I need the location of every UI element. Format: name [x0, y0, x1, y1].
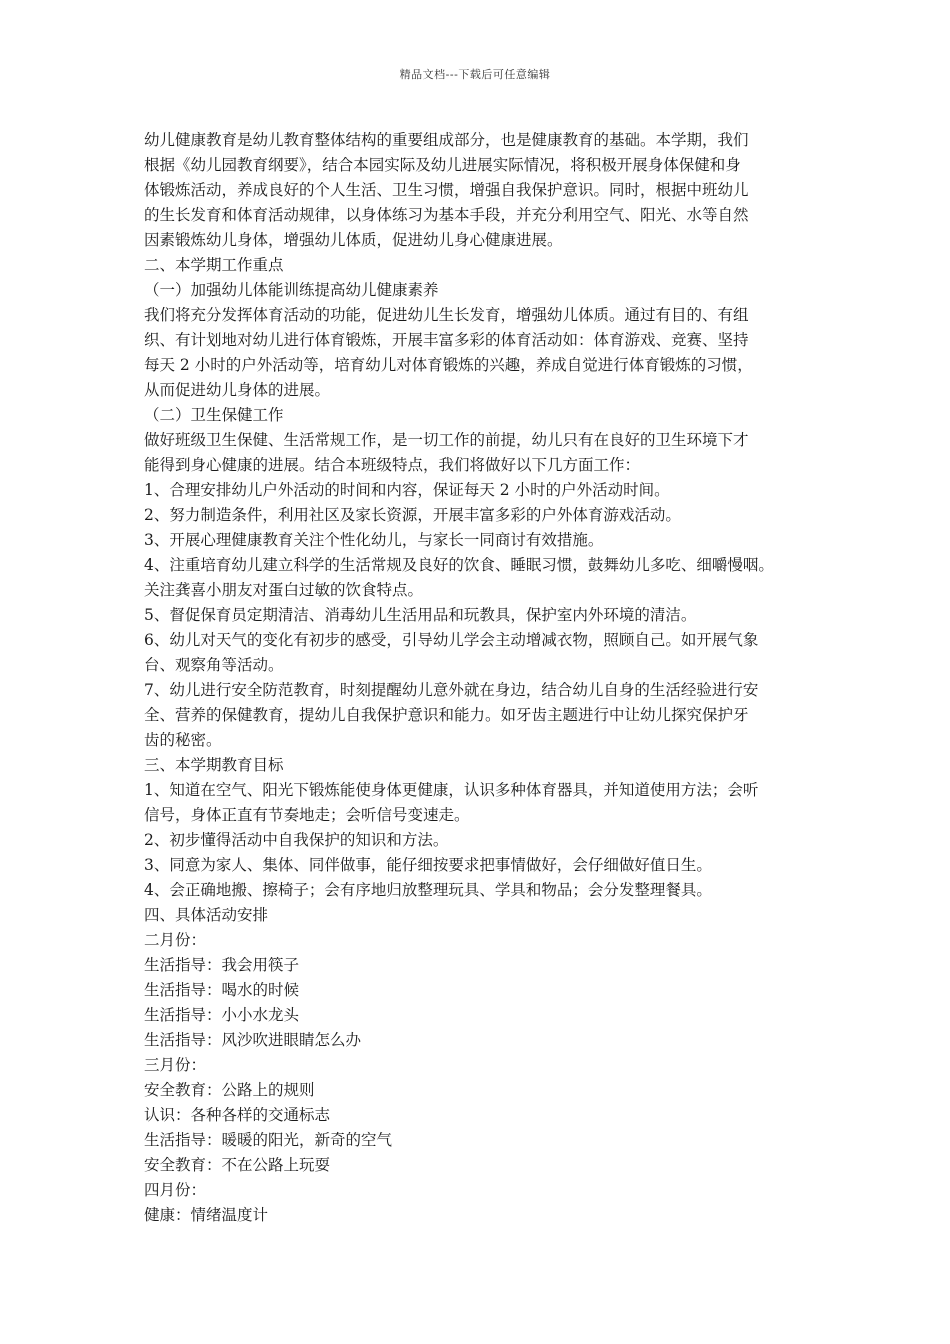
- text-line: 体锻炼活动，养成良好的个人生活、卫生习惯，增强自我保护意识。同时，根据中班幼儿: [144, 181, 749, 199]
- section-heading: 二、本学期工作重点: [144, 256, 284, 274]
- document-body: [144, 128, 824, 1228]
- activity-list: [144, 1078, 824, 1178]
- month-heading: 三月份：: [144, 1056, 207, 1074]
- paragraph: [144, 428, 824, 478]
- list-item: 4、会正确地搬、擦椅子；会有序地归放整理玩具、学具和物品；会分发整理餐具。: [144, 881, 712, 899]
- text-line: 幼儿健康教育是幼儿教育整体结构的重要组成部分，也是健康教育的基础。本学期，我们: [144, 131, 749, 149]
- list-item: 2、初步懂得活动中自我保护的知识和方法。: [144, 831, 449, 849]
- subsection-heading: （二）卫生保健工作: [144, 406, 284, 424]
- activity-list: [144, 953, 824, 1053]
- list-item: 健康：情绪温度计: [144, 1206, 269, 1224]
- page-header: 精品文档---下载后可任意编辑: [399, 68, 551, 81]
- section-heading: 三、本学期教育目标: [144, 756, 284, 774]
- text-line: 能得到身心健康的进展。结合本班级特点，我们将做好以下几方面工作：: [144, 456, 641, 474]
- text-line: 做好班级卫生保健、生活常规工作，是一切工作的前提，幼儿只有在良好的卫生环境下才: [144, 431, 749, 449]
- month-heading: 二月份：: [144, 931, 207, 949]
- list-item: 1、知道在空气、阳光下锻炼能使身体更健康，认识多种体育器具，并知道使用方法；会听: [144, 781, 759, 799]
- text-line: 因素锻炼幼儿身体，增强幼儿体质，促进幼儿身心健康进展。: [144, 231, 563, 249]
- numbered-list: [144, 478, 824, 753]
- activity-list: [144, 1203, 824, 1228]
- list-item: 台、观察角等活动。: [144, 656, 284, 674]
- list-item: 关注龚喜小朋友对蛋白过敏的饮食特点。: [144, 581, 424, 599]
- subsection-heading: （一）加强幼儿体能训练提高幼儿健康素养: [144, 281, 439, 299]
- list-item: 认识：各种各样的交通标志: [144, 1106, 331, 1124]
- list-item: 6、幼儿对天气的变化有初步的感受，引导幼儿学会主动增减衣物，照顾自己。如开展气象: [144, 631, 759, 649]
- list-item: 4、注重培育幼儿建立科学的生活常规及良好的饮食、睡眠习惯，鼓舞幼儿多吃、细嚼慢咽。: [144, 556, 774, 574]
- list-item: 1、合理安排幼儿户外活动的时间和内容，保证每天 2 小时的户外活动时间。: [144, 481, 670, 499]
- list-item: 2、努力制造条件，利用社区及家长资源，开展丰富多彩的户外体育游戏活动。: [144, 506, 681, 524]
- list-item: 生活指导：暖暖的阳光，新奇的空气: [144, 1131, 393, 1149]
- text-line: 的生长发育和体育活动规律，以身体练习为基本手段，并充分利用空气、阳光、水等自然: [144, 206, 749, 224]
- text-line: 根据《幼儿园教育纲要》，结合本园实际及幼儿进展实际情况，将积极开展身体保健和身: [144, 156, 741, 174]
- list-item: 全、营养的保健教育，提幼儿自我保护意识和能力。如牙齿主题进行中让幼儿探究保护牙: [144, 706, 749, 724]
- text-line: 织、有计划地对幼儿进行体育锻炼，开展丰富多彩的体育活动如：体育游戏、竞赛、坚持: [144, 331, 749, 349]
- list-item: 信号，身体正直有节奏地走；会听信号变速走。: [144, 806, 470, 824]
- list-item: 生活指导：小小水龙头: [144, 1006, 300, 1024]
- month-heading: 四月份：: [144, 1181, 207, 1199]
- list-item: 3、同意为家人、集体、同伴做事，能仔细按要求把事情做好，会仔细做好值日生。: [144, 856, 712, 874]
- list-item: 安全教育：不在公路上玩耍: [144, 1156, 331, 1174]
- list-item: 生活指导：我会用筷子: [144, 956, 300, 974]
- text-line: 从而促进幼儿身体的进展。: [144, 381, 331, 399]
- list-item: 安全教育：公路上的规则: [144, 1081, 315, 1099]
- section-heading: 四、具体活动安排: [144, 906, 269, 924]
- numbered-list: [144, 778, 824, 903]
- intro-paragraph: [144, 128, 824, 253]
- list-item: 3、开展心理健康教育关注个性化幼儿，与家长一同商讨有效措施。: [144, 531, 604, 549]
- list-item: 生活指导：喝水的时候: [144, 981, 300, 999]
- list-item: 5、督促保育员定期清洁、消毒幼儿生活用品和玩教具，保护室内外环境的清洁。: [144, 606, 697, 624]
- text-line: 每天 2 小时的户外活动等，培育幼儿对体育锻炼的兴趣，养成自觉进行体育锻炼的习惯，: [144, 356, 753, 374]
- list-item: 生活指导：风沙吹进眼睛怎么办: [144, 1031, 362, 1049]
- paragraph: [144, 303, 824, 403]
- text-line: 我们将充分发挥体育活动的功能，促进幼儿生长发育，增强幼儿体质。通过有目的、有组: [144, 306, 749, 324]
- list-item: 7、幼儿进行安全防范教育，时刻提醒幼儿意外就在身边，结合幼儿自身的生活经验进行安: [144, 681, 759, 699]
- list-item: 齿的秘密。: [144, 731, 222, 749]
